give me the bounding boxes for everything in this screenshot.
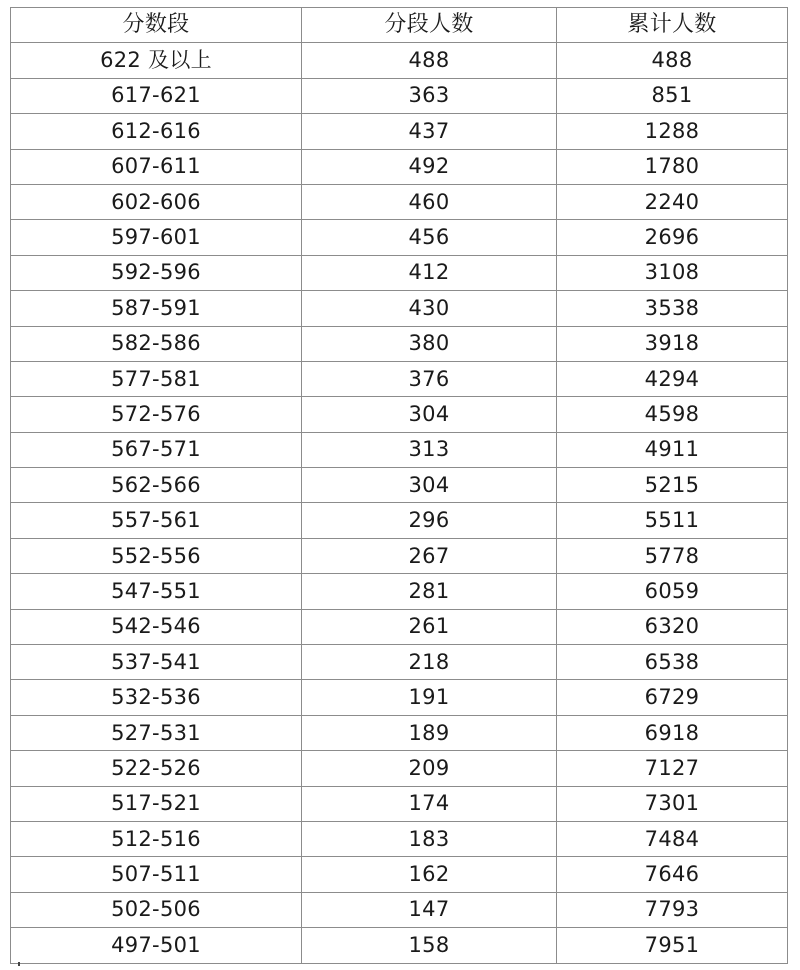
cell-cumulative-count: 3108: [557, 255, 788, 290]
cell-score-range: 622 及以上: [11, 43, 302, 78]
cell-score-range: 602-606: [11, 184, 302, 219]
cell-segment-count: 209: [302, 751, 557, 786]
cell-segment-count: 492: [302, 149, 557, 184]
table-row: [11, 857, 788, 892]
cell-score-range: 552-556: [11, 538, 302, 573]
cell-segment-count: 296: [302, 503, 557, 538]
table-header: [11, 8, 788, 43]
table-row: [11, 892, 788, 927]
cell-cumulative-count: 7951: [557, 928, 788, 963]
table-row: [11, 432, 788, 467]
cell-score-range: 587-591: [11, 291, 302, 326]
cell-cumulative-count: 4294: [557, 361, 788, 396]
header-score-range: 分数段: [11, 8, 302, 43]
cell-cumulative-count: 2696: [557, 220, 788, 255]
cell-score-range: 522-526: [11, 751, 302, 786]
cell-segment-count: 183: [302, 821, 557, 856]
cell-cumulative-count: 7793: [557, 892, 788, 927]
header-segment-count: 分段人数: [302, 8, 557, 43]
table-row: [11, 78, 788, 113]
cell-cumulative-count: 3538: [557, 291, 788, 326]
cell-cumulative-count: 851: [557, 78, 788, 113]
table-row: [11, 255, 788, 290]
cell-segment-count: 488: [302, 43, 557, 78]
cell-segment-count: 267: [302, 538, 557, 573]
table-row: [11, 538, 788, 573]
cell-score-range: 512-516: [11, 821, 302, 856]
cell-segment-count: 304: [302, 397, 557, 432]
cell-cumulative-count: 6320: [557, 609, 788, 644]
cell-cumulative-count: 2240: [557, 184, 788, 219]
cell-segment-count: 363: [302, 78, 557, 113]
cell-score-range: 502-506: [11, 892, 302, 927]
cell-segment-count: 191: [302, 680, 557, 715]
table-row: [11, 680, 788, 715]
cell-segment-count: 158: [302, 928, 557, 963]
table-row: [11, 468, 788, 503]
table-row: [11, 220, 788, 255]
cell-segment-count: 380: [302, 326, 557, 361]
table-row: [11, 786, 788, 821]
table-row: [11, 821, 788, 856]
table-row: [11, 149, 788, 184]
cell-cumulative-count: 1780: [557, 149, 788, 184]
cell-score-range: 497-501: [11, 928, 302, 963]
header-cumulative-count: 累计人数: [557, 8, 788, 43]
cell-segment-count: 437: [302, 114, 557, 149]
cell-segment-count: 456: [302, 220, 557, 255]
table-row: [11, 751, 788, 786]
table-row: [11, 609, 788, 644]
cell-segment-count: 147: [302, 892, 557, 927]
cell-segment-count: 218: [302, 645, 557, 680]
cell-cumulative-count: 5215: [557, 468, 788, 503]
cell-cumulative-count: 1288: [557, 114, 788, 149]
cell-score-range: 562-566: [11, 468, 302, 503]
cell-cumulative-count: 4911: [557, 432, 788, 467]
cell-cumulative-count: 7127: [557, 751, 788, 786]
cell-segment-count: 174: [302, 786, 557, 821]
table-row: [11, 503, 788, 538]
table-row: [11, 645, 788, 680]
cell-score-range: 567-571: [11, 432, 302, 467]
table-row: [11, 43, 788, 78]
table-row: [11, 361, 788, 396]
cell-score-range: 557-561: [11, 503, 302, 538]
cell-segment-count: 281: [302, 574, 557, 609]
cell-segment-count: 189: [302, 715, 557, 750]
cell-score-range: 572-576: [11, 397, 302, 432]
table-row: [11, 184, 788, 219]
cell-score-range: 532-536: [11, 680, 302, 715]
cell-segment-count: 304: [302, 468, 557, 503]
cell-cumulative-count: 5511: [557, 503, 788, 538]
cell-score-range: 537-541: [11, 645, 302, 680]
table-body: [11, 43, 788, 963]
cell-segment-count: 460: [302, 184, 557, 219]
cell-score-range: 507-511: [11, 857, 302, 892]
cell-cumulative-count: 6538: [557, 645, 788, 680]
table-row: [11, 114, 788, 149]
cell-segment-count: 376: [302, 361, 557, 396]
cell-cumulative-count: 4598: [557, 397, 788, 432]
cell-score-range: 582-586: [11, 326, 302, 361]
score-distribution-table: [10, 7, 788, 964]
table-row: [11, 574, 788, 609]
table-row: [11, 397, 788, 432]
cell-segment-count: 261: [302, 609, 557, 644]
cell-score-range: 577-581: [11, 361, 302, 396]
table-row: [11, 928, 788, 963]
cell-score-range: 527-531: [11, 715, 302, 750]
cell-score-range: 612-616: [11, 114, 302, 149]
cell-score-range: 547-551: [11, 574, 302, 609]
header-row: [11, 8, 788, 43]
cell-score-range: 597-601: [11, 220, 302, 255]
cell-cumulative-count: 6918: [557, 715, 788, 750]
cell-score-range: 592-596: [11, 255, 302, 290]
cell-segment-count: 162: [302, 857, 557, 892]
cell-score-range: 617-621: [11, 78, 302, 113]
cell-score-range: 607-611: [11, 149, 302, 184]
cell-cumulative-count: 7646: [557, 857, 788, 892]
cell-segment-count: 313: [302, 432, 557, 467]
cell-cumulative-count: 7301: [557, 786, 788, 821]
cell-cumulative-count: 7484: [557, 821, 788, 856]
table-row: [11, 291, 788, 326]
table-row: [11, 326, 788, 361]
cell-cumulative-count: 6729: [557, 680, 788, 715]
cell-cumulative-count: 6059: [557, 574, 788, 609]
cell-cumulative-count: 3918: [557, 326, 788, 361]
cell-cumulative-count: 488: [557, 43, 788, 78]
cell-score-range: 542-546: [11, 609, 302, 644]
cell-score-range: 517-521: [11, 786, 302, 821]
table-row: [11, 715, 788, 750]
edge-mark: [18, 962, 20, 966]
cell-segment-count: 430: [302, 291, 557, 326]
cell-segment-count: 412: [302, 255, 557, 290]
cell-cumulative-count: 5778: [557, 538, 788, 573]
